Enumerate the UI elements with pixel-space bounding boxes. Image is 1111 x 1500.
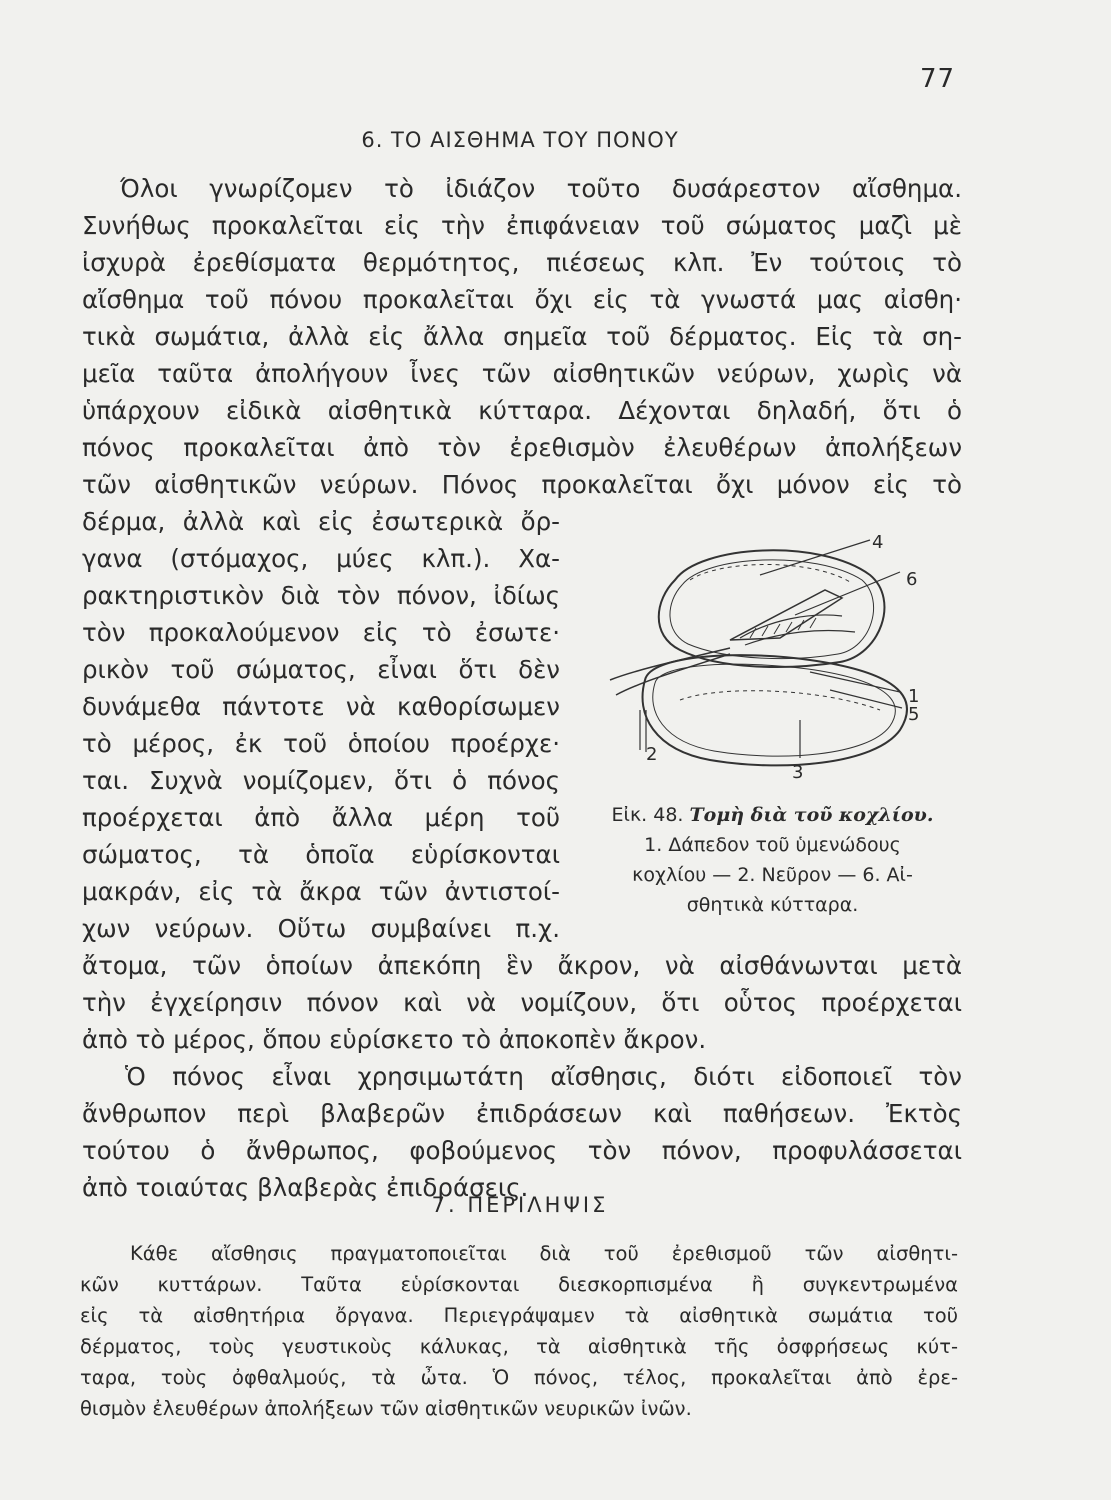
section-7-title: 7. ΠΕΡΙΛΗΨΙΣ (431, 1193, 609, 1217)
paragraph-line: μακράν, εἰς τὰ ἄκρα τῶν ἀντιστοί- (82, 877, 560, 906)
summary-line: δέρματος, τοὺς γευστικοὺς κάλυκας, τὰ αἰσθητικὰ τῆς ὀσφρήσεως κύτ- (80, 1335, 958, 1358)
figure-caption-title: Τομὴ διὰ τοῦ κοχλίου. (689, 804, 934, 826)
paragraph-line: πόνος προκαλεῖται ἀπὸ τὸν ἐρεθισμὸν ἐλευθέρων ἀπολήξεων (82, 433, 962, 462)
paragraph-line: ἰσχυρὰ ἐρεθίσματα θερμότητος, πιέσεως κλπ. Ἐν τούτοις τὸ (82, 248, 962, 277)
paragraph-line: ρικὸν τοῦ σώματος, εἶναι ὅτι δὲν (82, 655, 560, 684)
paragraph-line: ρακτηριστικὸν διὰ τὸν πόνον, ἰδίως (82, 581, 560, 610)
paragraph-line: χων νεύρων. Οὕτω συμβαίνει π.χ. (82, 914, 560, 943)
paragraph-line: δέρμα, ἀλλὰ καὶ εἰς ἐσωτερικὰ ὄρ- (82, 507, 560, 536)
paragraph-line: ἀπὸ τοιαύτας βλαβερὰς ἐπιδράσεις. (82, 1173, 529, 1202)
figure-label: 4 (872, 532, 884, 553)
paragraph-line: ται. Συχνὰ νομίζομεν, ὅτι ὁ πόνος (82, 766, 560, 795)
paragraph-line: προέρχεται ἀπὸ ἄλλα μέρη τοῦ (82, 803, 560, 832)
figure-caption-prefix: Εἰκ. 48. (611, 804, 684, 826)
section-6-title: 6. ΤΟ ΑΙΣΘΗΜΑ ΤΟΥ ΠΟΝΟΥ (361, 128, 679, 152)
figure-label: 6 (906, 569, 918, 590)
paragraph-line: τῶν αἰσθητικῶν νεύρων. Πόνος προκαλεῖται ὄχι μόνον εἰς τὸ (82, 470, 962, 499)
paragraph-line: ἄτομα, τῶν ὁποίων ἀπεκόπη ἓν ἄκρον, νὰ αἰσθάνωνται μετὰ (82, 951, 962, 980)
paragraph-line: τούτου ὁ ἄνθρωπος, φοβούμενος τὸν πόνον, προφυλάσσεται (82, 1136, 962, 1165)
summary-line: εἰς τὰ αἰσθητήρια ὄργανα. Περιεγράψαμεν τὰ αἰσθητικὰ σωμάτια τοῦ (80, 1304, 958, 1327)
paragraph-line: τὸ μέρος, ἐκ τοῦ ὁποίου προέρχε· (82, 729, 560, 758)
figure-label: 3 (792, 762, 804, 783)
paragraph-line: Συνήθως προκαλεῖται εἰς τὴν ἐπιφάνειαν τοῦ σώματος μαζὶ μὲ (82, 211, 962, 240)
figure-caption-line: 1. Δάπεδον τοῦ ὑμενώδους (644, 834, 901, 856)
summary-line: θισμὸν ἐλευθέρων ἀπολήξεων τῶν αἰσθητικῶν νευρικῶν ἰνῶν. (80, 1397, 692, 1420)
paragraph-line: Όλοι γνωρίζομεν τὸ ἰδιάζον τοῦτο δυσάρεστον αἴσθημα. (120, 174, 962, 203)
figure-label: 2 (646, 744, 658, 765)
figure-label: 1 (908, 686, 920, 707)
figure-caption-line: κοχλίου — 2. Νεῦρον — 6. Αἰ- (632, 864, 913, 886)
paragraph-line: Ὁ πόνος εἶναι χρησιμωτάτη αἴσθησις, διότι εἰδοποιεῖ τὸν (125, 1062, 962, 1091)
figure-label: 5 (908, 704, 920, 725)
page-number: 77 (920, 64, 956, 94)
paragraph-line: τὴν ἐγχείρησιν πόνον καὶ νὰ νομίζουν, ὅτι οὗτος προέρχεται (82, 988, 962, 1017)
summary-line: Κάθε αἴσθησις πραγματοποιεῖται διὰ τοῦ ἐρεθισμοῦ τῶν αἰσθητι- (130, 1242, 958, 1265)
paragraph-line: ἀπὸ τὸ μέρος, ὅπου εὑρίσκετο τὸ ἀποκοπὲν ἄκρον. (82, 1025, 707, 1054)
summary-line: κῶν κυττάρων. Ταῦτα εὑρίσκονται διεσκορπισμένα ἢ συγκεντρωμένα (80, 1273, 958, 1296)
paragraph-line: σώματος, τὰ ὁποῖα εὑρίσκονται (82, 840, 560, 869)
lower-chamber (643, 655, 907, 765)
paragraph-line: τὸν προκαλούμενον εἰς τὸ ἐσωτε· (82, 618, 560, 647)
paragraph-line: δυνάμεθα πάντοτε νὰ καθορίσωμεν (82, 692, 560, 721)
summary-line: ταρα, τοὺς ὀφθαλμούς, τὰ ὦτα. Ὁ πόνος, τέλος, προκαλεῖται ἀπὸ ἐρε- (80, 1366, 958, 1389)
paragraph-line: τικὰ σωμάτια, ἀλλὰ εἰς ἄλλα σημεῖα τοῦ δέρματος. Εἰς τὰ ση- (82, 322, 962, 351)
paragraph-line: ὑπάρχουν εἰδικὰ αἰσθητικὰ κύτταρα. Δέχονται δηλαδή, ὅτι ὁ (82, 396, 962, 425)
paragraph-line: αἴσθημα τοῦ πόνου προκαλεῖται ὄχι εἰς τὰ γνωστά μας αἰσθη· (82, 285, 962, 314)
paragraph-line: ἄνθρωπον περὶ βλαβερῶν ἐπιδράσεων καὶ παθήσεων. Ἐκτὸς (82, 1099, 962, 1128)
paragraph-line: μεῖα ταῦτα ἀπολήγουν ἶνες τῶν αἰσθητικῶν νεύρων, χωρὶς νὰ (82, 359, 962, 388)
figure-caption-line: σθητικὰ κύτταρα. (686, 894, 859, 916)
cochlea-cross-section-figure (580, 520, 980, 800)
figure-caption (580, 800, 965, 920)
paragraph-line: γανα (στόμαχος, μύες κλπ.). Χα- (82, 544, 560, 573)
